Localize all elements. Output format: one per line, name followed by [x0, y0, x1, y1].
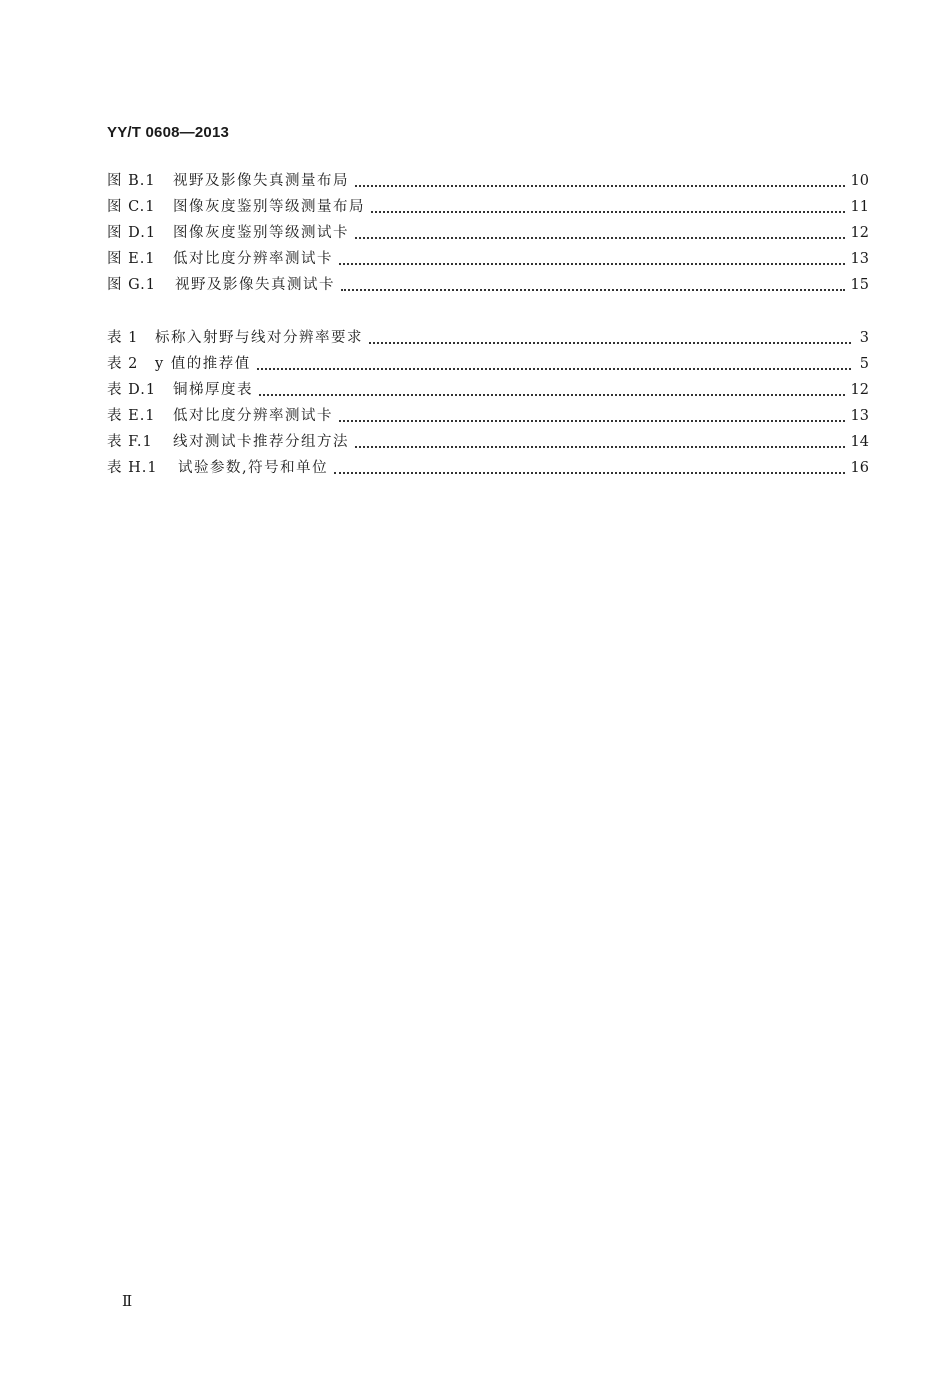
- entry-label: 图 G.1: [107, 277, 157, 293]
- entry-title: 视野及影像失真测试卡: [175, 277, 335, 293]
- entry-title: 标称入射野与线对分辨率要求: [155, 330, 363, 346]
- entry-title: 线对测试卡推荐分组方法: [173, 434, 349, 450]
- entry-label: 表 2: [107, 356, 139, 372]
- toc-entry-table-d1[interactable]: [107, 377, 869, 403]
- dot-leader: [369, 328, 851, 344]
- toc-entry-figure-e1[interactable]: [107, 246, 869, 272]
- entry-label: 表 E.1: [107, 408, 156, 424]
- entry-label: 图 C.1: [107, 199, 156, 215]
- toc-entry-table-h1[interactable]: [107, 455, 869, 481]
- entry-title: 图像灰度鉴别等级测量布局: [173, 199, 365, 215]
- entry-title: 低对比度分辨率测试卡: [173, 251, 333, 267]
- entry-label: 表 1: [107, 330, 139, 346]
- entry-title: 图像灰度鉴别等级测试卡: [173, 225, 349, 241]
- page-number-footer: Ⅱ: [122, 1292, 133, 1310]
- entry-title: 视野及影像失真测量布局: [173, 173, 349, 189]
- dot-leader: [371, 197, 845, 213]
- entry-label: 表 F.1: [107, 434, 153, 450]
- standard-number: YY/T 0608—2013: [107, 124, 230, 141]
- entry-title: 试验参数,符号和单位: [178, 460, 329, 476]
- dot-leader: [339, 406, 845, 422]
- entry-page-number: 5: [859, 356, 869, 372]
- table-list: [107, 325, 869, 481]
- toc-entry-table-1[interactable]: [107, 325, 869, 351]
- dot-leader: [257, 354, 851, 370]
- entry-label: 图 D.1: [107, 225, 157, 241]
- entry-page-number: 3: [859, 330, 869, 346]
- entry-page-number: 16: [850, 460, 869, 476]
- toc-entry-table-2[interactable]: [107, 351, 869, 377]
- entry-page-number: 15: [850, 277, 869, 293]
- entry-label: 表 D.1: [107, 382, 157, 398]
- dot-leader: [341, 275, 845, 291]
- toc-entry-table-f1[interactable]: [107, 429, 869, 455]
- entry-page-number: 13: [850, 251, 869, 267]
- entry-title: 低对比度分辨率测试卡: [173, 408, 333, 424]
- dot-leader: [259, 380, 845, 396]
- entry-label: 图 E.1: [107, 251, 156, 267]
- entry-page-number: 10: [850, 173, 869, 189]
- dot-leader: [334, 458, 844, 474]
- entry-page-number: 11: [850, 199, 869, 215]
- dot-leader: [355, 432, 845, 448]
- entry-page-number: 13: [850, 408, 869, 424]
- entry-page-number: 14: [850, 434, 869, 450]
- dot-leader: [339, 249, 845, 265]
- figure-list: [107, 168, 869, 298]
- entry-title: y 值的推荐值: [155, 356, 251, 372]
- entry-label: 表 H.1: [107, 460, 158, 476]
- entry-page-number: 12: [850, 382, 869, 398]
- toc-entry-figure-d1[interactable]: [107, 220, 869, 246]
- toc-entry-figure-b1[interactable]: [107, 168, 869, 194]
- entry-title: 铜梯厚度表: [173, 382, 253, 398]
- entry-label: 图 B.1: [107, 173, 156, 189]
- entry-page-number: 12: [850, 225, 869, 241]
- dot-leader: [355, 223, 845, 239]
- toc-entry-figure-c1[interactable]: [107, 194, 869, 220]
- toc-entry-figure-g1[interactable]: [107, 272, 869, 298]
- toc-entry-table-e1[interactable]: [107, 403, 869, 429]
- dot-leader: [355, 171, 845, 187]
